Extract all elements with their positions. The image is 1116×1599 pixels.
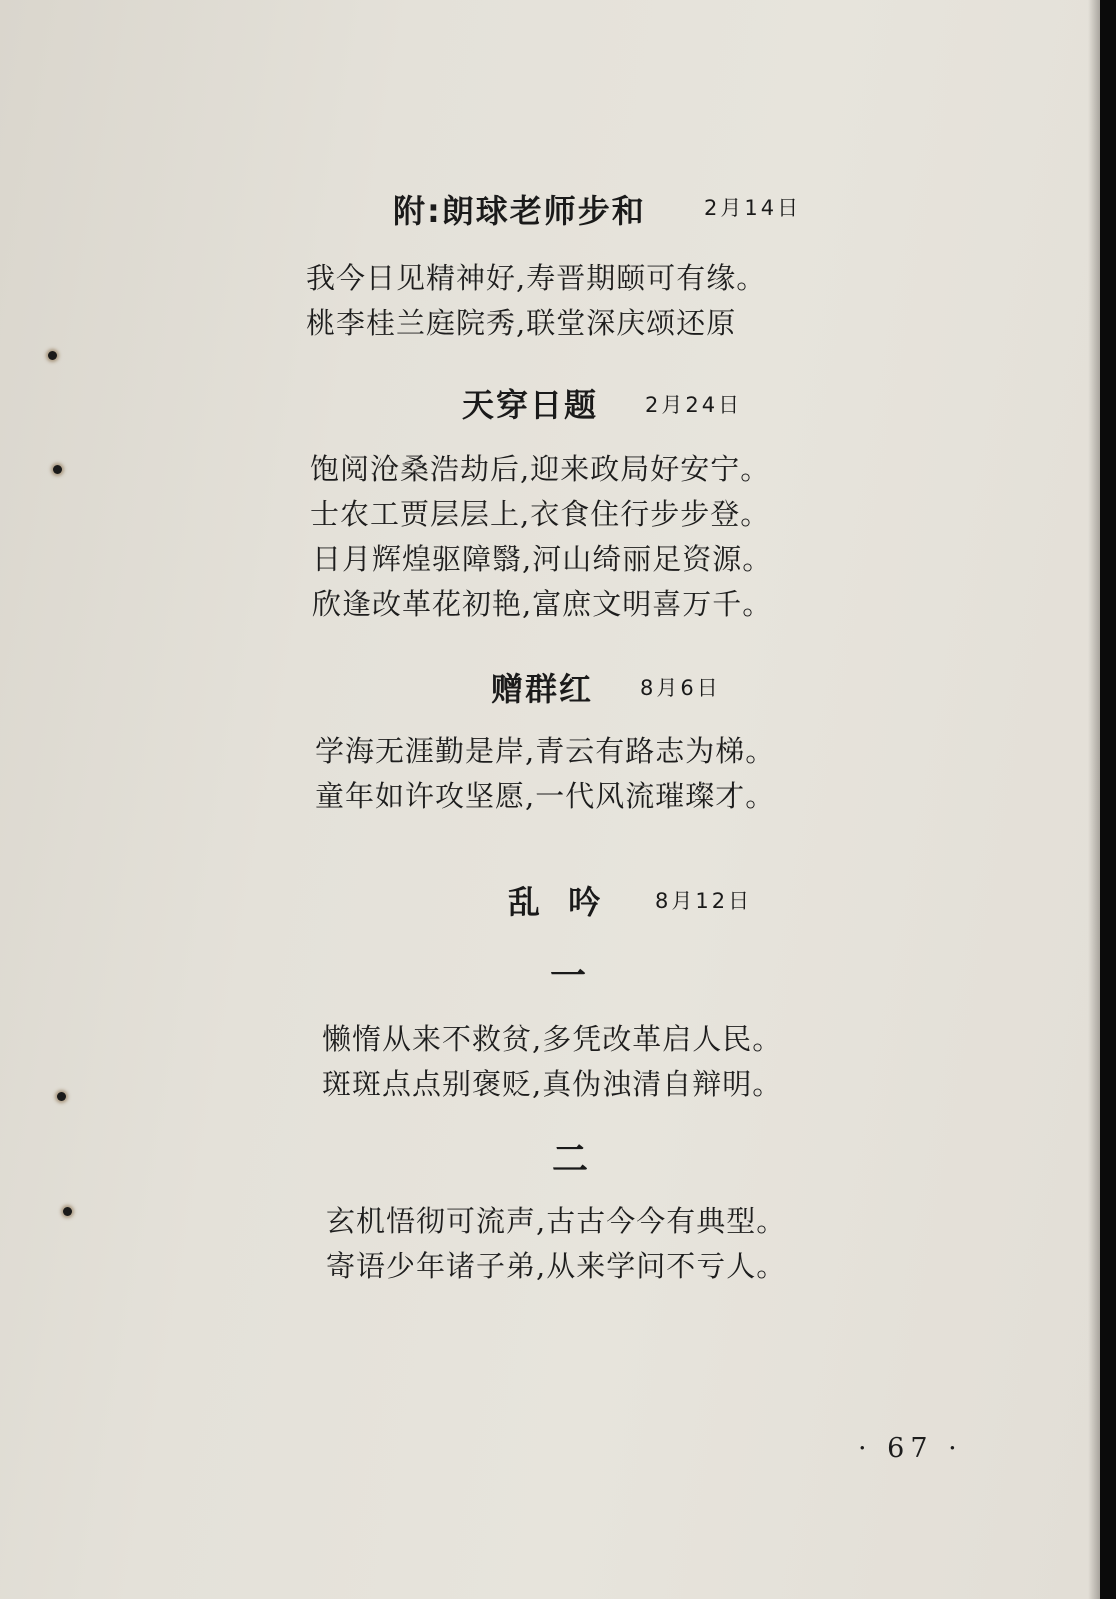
binding-hole <box>63 1207 72 1216</box>
poem-title: 天穿日题 <box>462 386 599 424</box>
binding-hole <box>48 351 57 360</box>
poem-line: 欣逢改革花初艳,富庶文明喜万千。 <box>312 587 773 621</box>
poem-line: 日月辉煌驱障翳,河山绮丽足资源。 <box>312 542 773 576</box>
section-numeral: 一 <box>550 956 587 997</box>
poem-date: 8月6日 <box>640 676 721 700</box>
poem-line: 玄机悟彻可流声,古古今今有典型。 <box>326 1204 787 1238</box>
poem-line: 饱阅沧桑浩劫后,迎来政局好安宁。 <box>310 452 771 486</box>
poem-date: 2月24日 <box>645 393 743 417</box>
page-edge-shadow <box>1088 0 1100 1599</box>
poem-line: 我今日见精神好,寿晋期颐可有缘。 <box>306 261 767 295</box>
poem-title: 乱 吟 <box>508 883 603 921</box>
poem-line: 斑斑点点别褒贬,真伪浊清自辩明。 <box>322 1067 783 1101</box>
poem-line: 寄语少年诸子弟,从来学问不亏人。 <box>326 1249 787 1283</box>
poem-line: 懒惰从来不救贫,多凭改革启人民。 <box>322 1022 783 1056</box>
binding-hole <box>57 1092 66 1101</box>
section-numeral: 二 <box>552 1139 589 1180</box>
poem-line: 桃李桂兰庭院秀,联堂深庆颂还原 <box>306 306 737 340</box>
poem-date: 2月14日 <box>704 196 802 220</box>
poem-title: 附:朗球老师步和 <box>393 192 646 230</box>
poem-date: 8月12日 <box>655 889 753 913</box>
poem-line: 童年如许攻坚愿,一代风流璀璨才。 <box>315 779 776 813</box>
poem-line: 士农工贾层层上,衣食住行步步登。 <box>310 497 771 531</box>
binding-hole <box>53 465 62 474</box>
page-number: · 67 · <box>858 1433 963 1464</box>
poem-line: 学海无涯勤是岸,青云有路志为梯。 <box>315 734 776 768</box>
poem-title: 赠群红 <box>491 670 594 708</box>
